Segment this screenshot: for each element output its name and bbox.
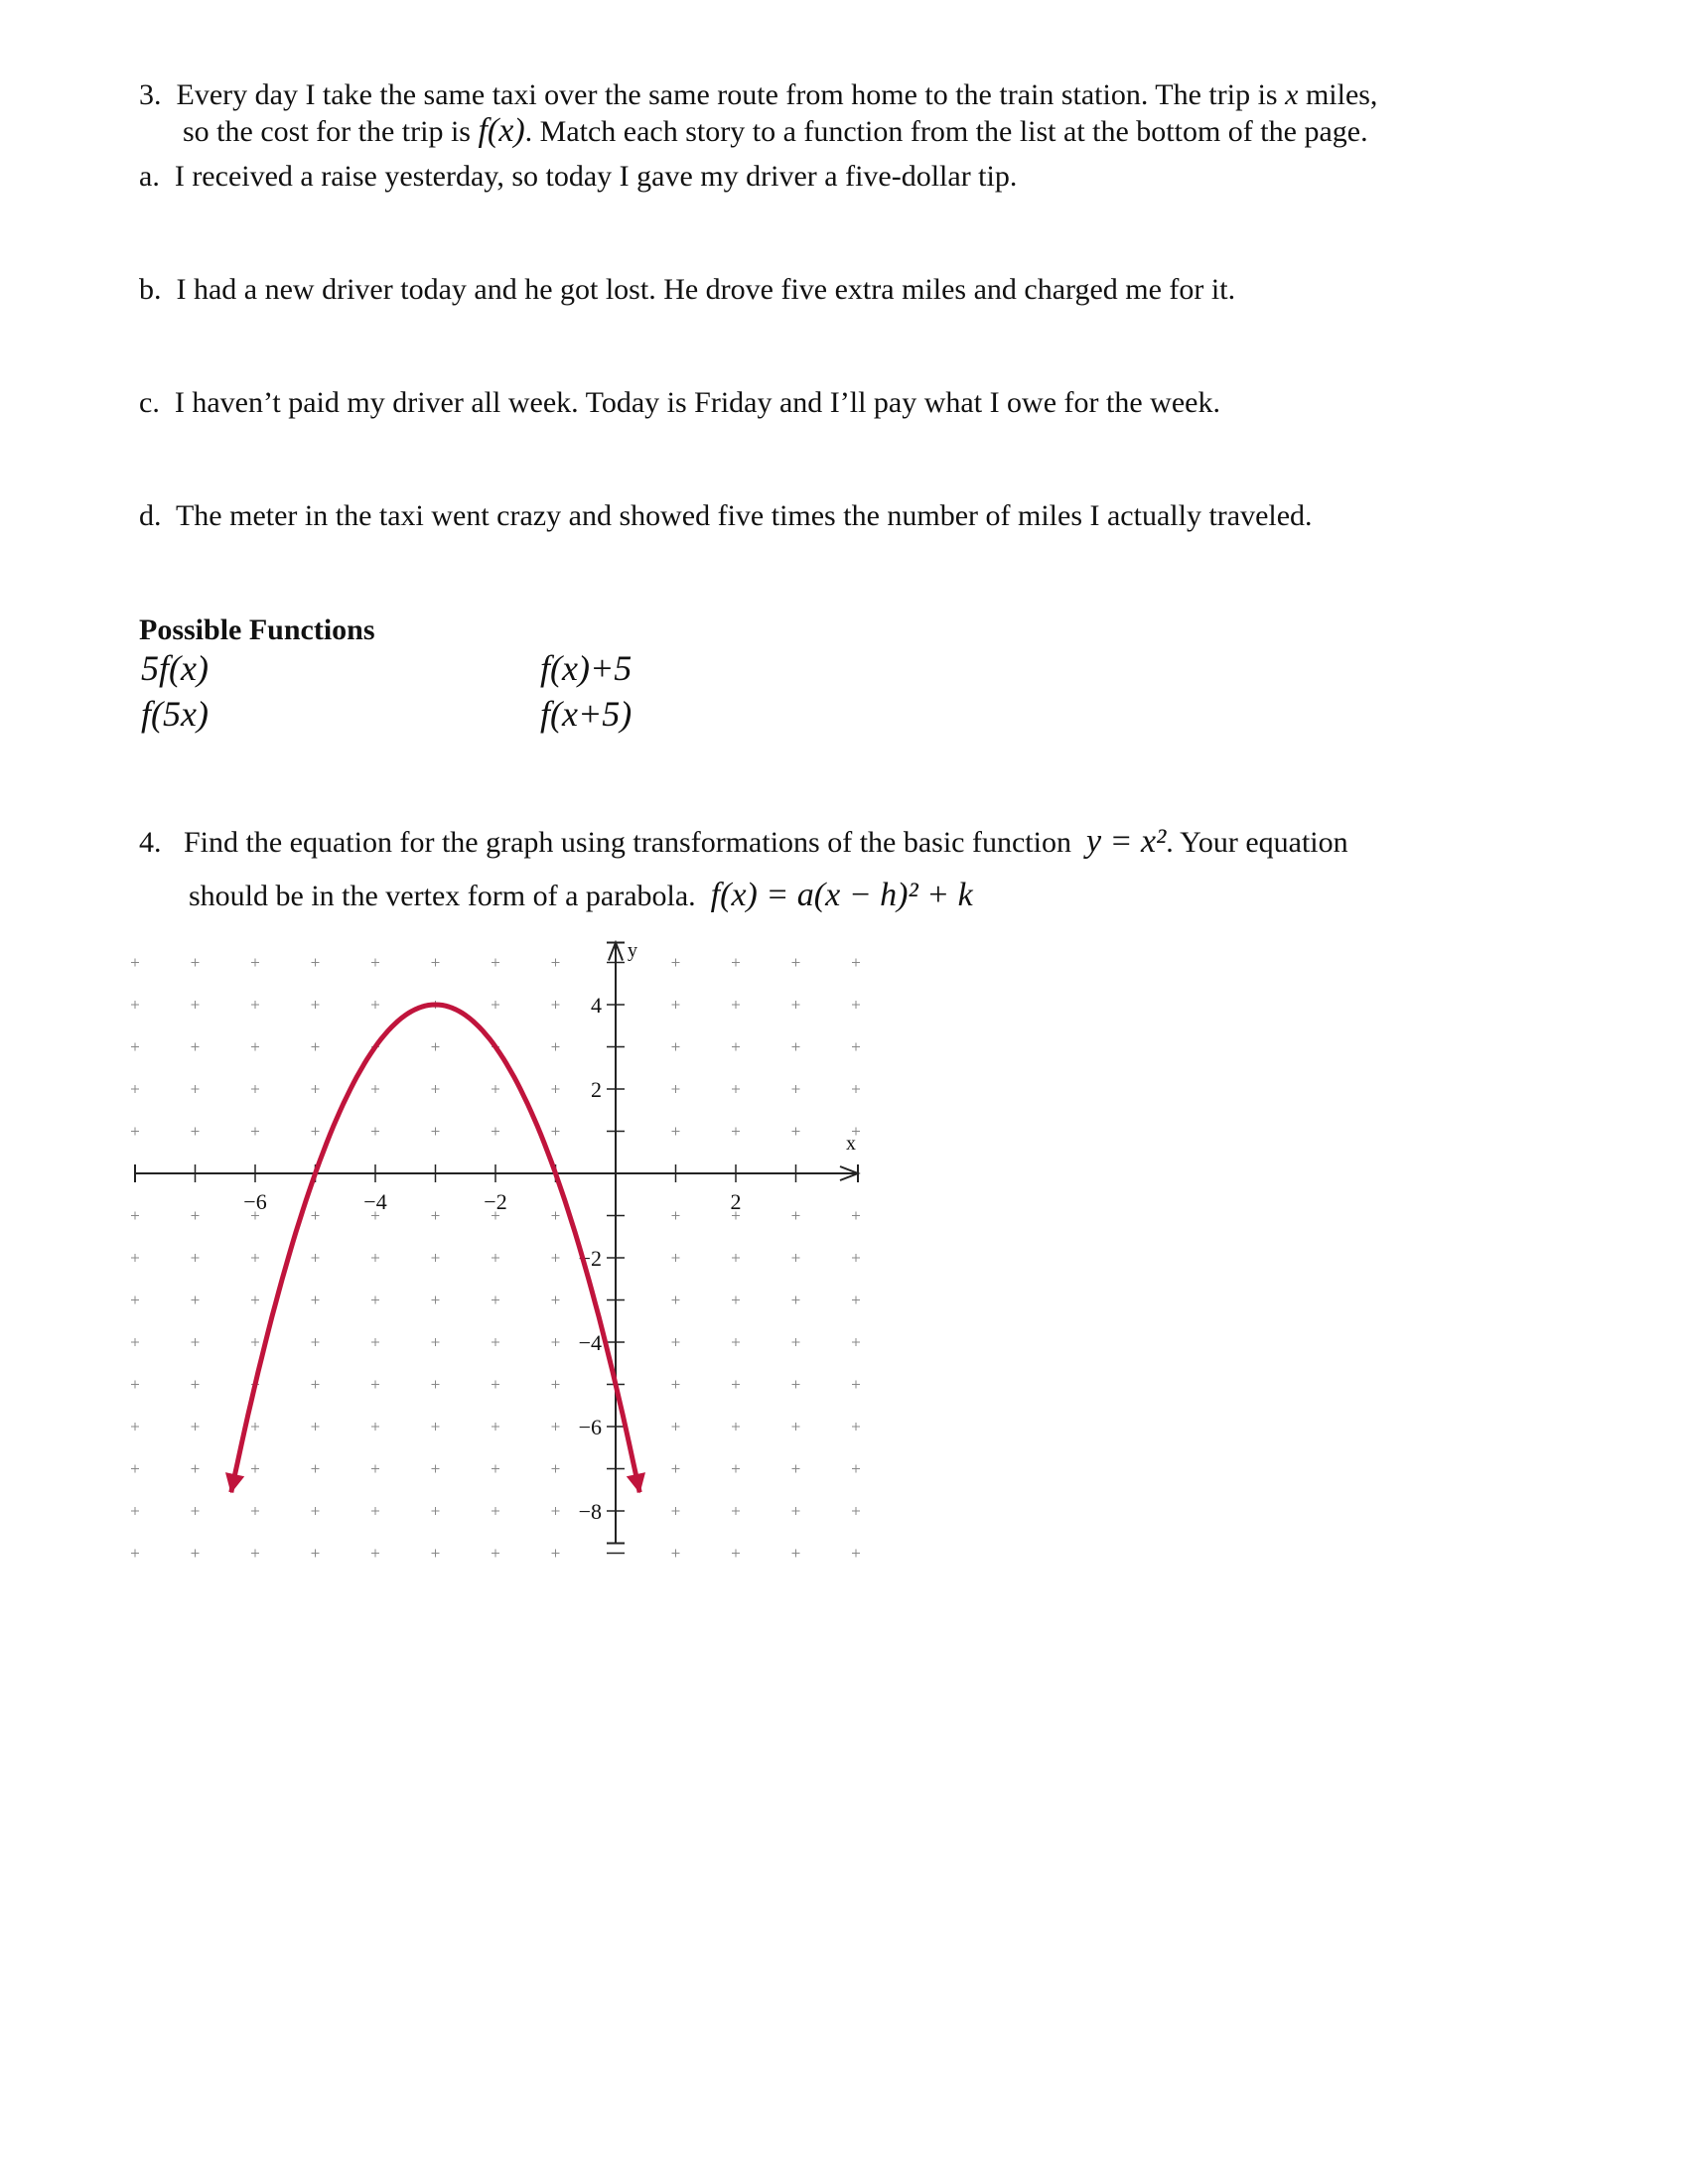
grid-dot bbox=[492, 1085, 499, 1093]
grid-dot bbox=[672, 1212, 680, 1220]
problem3-intro-part1: Every day I take the same taxi over the same route from home to the train station. The trip is bbox=[176, 78, 1278, 111]
y-tick-label: −8 bbox=[578, 1499, 602, 1524]
grid-dot bbox=[251, 1085, 259, 1093]
grid-dot bbox=[852, 1507, 860, 1515]
grid-dot bbox=[492, 1465, 499, 1473]
y-tick-label: −6 bbox=[578, 1415, 602, 1439]
grid-dot bbox=[852, 1297, 860, 1304]
grid-dot bbox=[492, 1381, 499, 1389]
grid-dot bbox=[852, 1001, 860, 1009]
function-option: f(5x) bbox=[141, 694, 209, 734]
problem3-line2 bbox=[183, 113, 1368, 150]
grid-dot bbox=[371, 1085, 379, 1093]
grid-dot bbox=[192, 1550, 200, 1558]
grid-dot bbox=[672, 1297, 680, 1304]
problem3-intro-part2: miles, bbox=[1305, 78, 1378, 111]
grid-dot bbox=[492, 1507, 499, 1515]
grid-dot bbox=[251, 1001, 259, 1009]
problem4-line1 bbox=[139, 824, 1348, 861]
grid-dot bbox=[732, 959, 740, 967]
grid-dot bbox=[672, 1043, 680, 1051]
grid-dot bbox=[792, 1423, 800, 1431]
grid-dot bbox=[492, 1128, 499, 1136]
grid-dot bbox=[251, 1128, 259, 1136]
grid-dot bbox=[732, 1254, 740, 1262]
grid-dot bbox=[792, 1254, 800, 1262]
grid-dot bbox=[732, 1128, 740, 1136]
grid-dot bbox=[792, 1212, 800, 1220]
grid-dot bbox=[552, 1085, 560, 1093]
grid-dot bbox=[792, 1338, 800, 1346]
grid-dot bbox=[492, 959, 499, 967]
grid-dot bbox=[672, 1507, 680, 1515]
tick-labels bbox=[243, 940, 856, 1525]
grid-dot bbox=[792, 1465, 800, 1473]
grid-dot bbox=[312, 1001, 320, 1009]
grid-dot bbox=[192, 959, 200, 967]
grid-dot bbox=[732, 1550, 740, 1558]
grid-dot bbox=[131, 959, 139, 967]
problem4-line2-part1: should be in the vertex form of a parabola. bbox=[189, 880, 696, 912]
problem3-line1 bbox=[139, 77, 1377, 113]
grid-dot bbox=[192, 1381, 200, 1389]
grid-dot bbox=[251, 959, 259, 967]
story-d bbox=[139, 498, 1313, 534]
grid-dot bbox=[251, 1507, 259, 1515]
grid-dot bbox=[552, 1381, 560, 1389]
grid-dot bbox=[792, 1001, 800, 1009]
grid-dot bbox=[192, 1338, 200, 1346]
grid-dot bbox=[552, 959, 560, 967]
grid-dot bbox=[852, 959, 860, 967]
parabola-arrowhead bbox=[226, 1473, 244, 1492]
x-tick-label: −4 bbox=[363, 1189, 387, 1214]
parabola-graph bbox=[119, 913, 874, 1628]
grid-dot bbox=[792, 1381, 800, 1389]
grid-dot bbox=[312, 1043, 320, 1051]
grid-dot bbox=[432, 1507, 440, 1515]
problem4-line2 bbox=[189, 878, 973, 914]
grid-dot bbox=[192, 1507, 200, 1515]
grid-dot bbox=[432, 1550, 440, 1558]
grid-dot bbox=[371, 1001, 379, 1009]
grid-dot bbox=[371, 1297, 379, 1304]
grid-dot bbox=[732, 1001, 740, 1009]
grid-dot bbox=[192, 1128, 200, 1136]
parabola-arrowhead bbox=[628, 1473, 645, 1492]
grid-dot bbox=[432, 1465, 440, 1473]
grid-dot bbox=[312, 1423, 320, 1431]
grid-dot bbox=[371, 1254, 379, 1262]
x-axis-label: x bbox=[846, 1133, 856, 1155]
grid-dot bbox=[192, 1212, 200, 1220]
grid-dot bbox=[732, 1381, 740, 1389]
grid-dot bbox=[672, 1001, 680, 1009]
grid-dot bbox=[552, 1550, 560, 1558]
grid-dot bbox=[131, 1085, 139, 1093]
grid-dot bbox=[251, 1043, 259, 1051]
grid-dot bbox=[552, 1212, 560, 1220]
grid-dot bbox=[492, 1254, 499, 1262]
grid-dot bbox=[732, 1507, 740, 1515]
grid-dot bbox=[852, 1085, 860, 1093]
x-tick-label: 2 bbox=[730, 1189, 742, 1214]
grid-dot bbox=[251, 1338, 259, 1346]
story-letter: d. bbox=[139, 499, 162, 532]
grid-dot bbox=[192, 1423, 200, 1431]
y-tick-label: 4 bbox=[591, 993, 602, 1018]
grid-dot bbox=[312, 1254, 320, 1262]
grid-dot bbox=[852, 1212, 860, 1220]
grid-dot bbox=[672, 1085, 680, 1093]
grid-dot bbox=[131, 1550, 139, 1558]
grid-dot bbox=[192, 1043, 200, 1051]
problem4-number: 4. bbox=[139, 826, 162, 859]
grid-dot bbox=[672, 959, 680, 967]
grid-dot bbox=[672, 1465, 680, 1473]
grid-dot bbox=[312, 1507, 320, 1515]
grid-dot bbox=[852, 1043, 860, 1051]
grid-dot bbox=[131, 1423, 139, 1431]
grid-dot bbox=[732, 1338, 740, 1346]
grid-dot bbox=[131, 1338, 139, 1346]
grid-dot bbox=[852, 1423, 860, 1431]
grid-dot bbox=[312, 959, 320, 967]
grid-dot bbox=[251, 1550, 259, 1558]
grid-dot bbox=[432, 1381, 440, 1389]
grid-dot bbox=[371, 1465, 379, 1473]
grid-dot bbox=[432, 1423, 440, 1431]
grid-dot bbox=[792, 1550, 800, 1558]
problem3-intro-line2-part1: so the cost for the trip is bbox=[183, 115, 471, 148]
grid-dot bbox=[672, 1550, 680, 1558]
grid-dot bbox=[432, 1043, 440, 1051]
y-tick-label: 2 bbox=[591, 1077, 602, 1102]
grid-dot bbox=[792, 1128, 800, 1136]
problem3-intro-var: x bbox=[1285, 78, 1299, 111]
grid-dot bbox=[312, 1465, 320, 1473]
grid-dot bbox=[131, 1381, 139, 1389]
grid-dot bbox=[192, 1085, 200, 1093]
grid-dot bbox=[312, 1550, 320, 1558]
story-a bbox=[139, 159, 1017, 195]
grid-dot bbox=[672, 1381, 680, 1389]
grid-dot bbox=[492, 1297, 499, 1304]
grid-dot bbox=[552, 1001, 560, 1009]
problem4-line1-part1: Find the equation for the graph using transformations of the basic function bbox=[184, 826, 1071, 859]
x-tick-label: −2 bbox=[484, 1189, 507, 1214]
grid-dot bbox=[432, 1254, 440, 1262]
grid-dot bbox=[492, 1550, 499, 1558]
grid-dot bbox=[432, 1212, 440, 1220]
grid-dot bbox=[312, 1338, 320, 1346]
problem3-intro-line2-part2: . Match each story to a function from the list at the bottom of the page. bbox=[524, 115, 1368, 148]
grid-dot bbox=[371, 1507, 379, 1515]
grid-dot bbox=[131, 1465, 139, 1473]
y-tick-label: −2 bbox=[578, 1246, 602, 1271]
grid-dot bbox=[672, 1338, 680, 1346]
grid-dot bbox=[732, 1297, 740, 1304]
grid-dot bbox=[192, 1297, 200, 1304]
grid-dot bbox=[552, 1338, 560, 1346]
story-text: I received a raise yesterday, so today I gave my driver a five-dollar tip. bbox=[174, 160, 1018, 193]
grid-dot bbox=[552, 1465, 560, 1473]
grid-dot bbox=[552, 1128, 560, 1136]
grid-dot bbox=[371, 1423, 379, 1431]
grid-dot bbox=[852, 1338, 860, 1346]
story-text: I had a new driver today and he got lost. He drove five extra miles and charged me for it. bbox=[176, 273, 1236, 306]
grid-dot bbox=[792, 1085, 800, 1093]
problem3-intro-func: f(x) bbox=[478, 112, 525, 149]
grid-dot bbox=[131, 1212, 139, 1220]
problem4-line1-part2: . Your equation bbox=[1166, 826, 1348, 859]
grid-dot bbox=[251, 1423, 259, 1431]
grid-dot bbox=[312, 1297, 320, 1304]
grid-dot bbox=[492, 1338, 499, 1346]
problem3-number: 3. bbox=[139, 78, 162, 111]
grid-dot bbox=[251, 1465, 259, 1473]
grid-dot bbox=[371, 1338, 379, 1346]
story-letter: b. bbox=[139, 273, 162, 306]
grid-dot bbox=[492, 1001, 499, 1009]
grid-dot bbox=[131, 1128, 139, 1136]
story-text: The meter in the taxi went crazy and showed five times the number of miles I actually traveled. bbox=[175, 499, 1313, 532]
story-text: I haven’t paid my driver all week. Today is Friday and I’ll pay what I owe for the week. bbox=[174, 386, 1220, 419]
story-letter: a. bbox=[139, 160, 160, 193]
grid-dot bbox=[852, 1550, 860, 1558]
grid-dot bbox=[552, 1507, 560, 1515]
grid-dot bbox=[192, 1465, 200, 1473]
grid-dot bbox=[312, 1381, 320, 1389]
grid-dot bbox=[371, 1550, 379, 1558]
grid-dot bbox=[552, 1254, 560, 1262]
function-option: 5f(x) bbox=[141, 648, 209, 688]
grid-dot bbox=[852, 1254, 860, 1262]
grid-dot bbox=[312, 1128, 320, 1136]
grid-dot bbox=[371, 959, 379, 967]
grid-dot bbox=[792, 1043, 800, 1051]
grid-dot bbox=[852, 1465, 860, 1473]
grid-dot bbox=[432, 1297, 440, 1304]
axes bbox=[135, 943, 858, 1544]
grid-dot bbox=[792, 1297, 800, 1304]
x-tick-label: −6 bbox=[243, 1189, 267, 1214]
y-axis-label: y bbox=[628, 939, 637, 962]
function-option: f(x)+5 bbox=[540, 648, 633, 688]
grid-dot bbox=[672, 1423, 680, 1431]
grid-dot bbox=[131, 1297, 139, 1304]
y-tick-label: −4 bbox=[578, 1330, 602, 1355]
grid-dot bbox=[792, 959, 800, 967]
grid-dot bbox=[192, 1001, 200, 1009]
grid-dot bbox=[251, 1297, 259, 1304]
grid-dot bbox=[732, 1423, 740, 1431]
story-b bbox=[139, 272, 1235, 308]
grid-dot bbox=[432, 959, 440, 967]
grid-dot bbox=[131, 1507, 139, 1515]
vertex-form: f(x) = a(x − h)² + k bbox=[710, 877, 973, 913]
grid-dot bbox=[672, 1128, 680, 1136]
grid-dot bbox=[312, 1212, 320, 1220]
grid-dot bbox=[732, 1085, 740, 1093]
story-c bbox=[139, 385, 1220, 421]
grid-dot bbox=[312, 1085, 320, 1093]
grid-dot bbox=[371, 1381, 379, 1389]
grid-dot bbox=[552, 1043, 560, 1051]
basic-function: y = x² bbox=[1085, 823, 1167, 860]
grid-dot bbox=[131, 1043, 139, 1051]
grid-dot bbox=[852, 1381, 860, 1389]
grid-dot bbox=[371, 1128, 379, 1136]
grid-dot bbox=[432, 1128, 440, 1136]
grid-dot bbox=[251, 1254, 259, 1262]
grid-dot bbox=[131, 1254, 139, 1262]
grid-dot bbox=[432, 1338, 440, 1346]
grid-dot bbox=[432, 1085, 440, 1093]
grid-dot bbox=[732, 1465, 740, 1473]
grid-dot bbox=[552, 1423, 560, 1431]
grid-dot bbox=[672, 1254, 680, 1262]
possible-functions-heading: Possible Functions bbox=[139, 614, 375, 646]
grid-dot bbox=[192, 1254, 200, 1262]
grid-dot bbox=[792, 1507, 800, 1515]
story-letter: c. bbox=[139, 386, 160, 419]
grid-dot bbox=[552, 1297, 560, 1304]
grid-dot bbox=[131, 1001, 139, 1009]
grid-dot bbox=[492, 1423, 499, 1431]
function-option: f(x+5) bbox=[540, 694, 633, 734]
grid-dot bbox=[732, 1043, 740, 1051]
